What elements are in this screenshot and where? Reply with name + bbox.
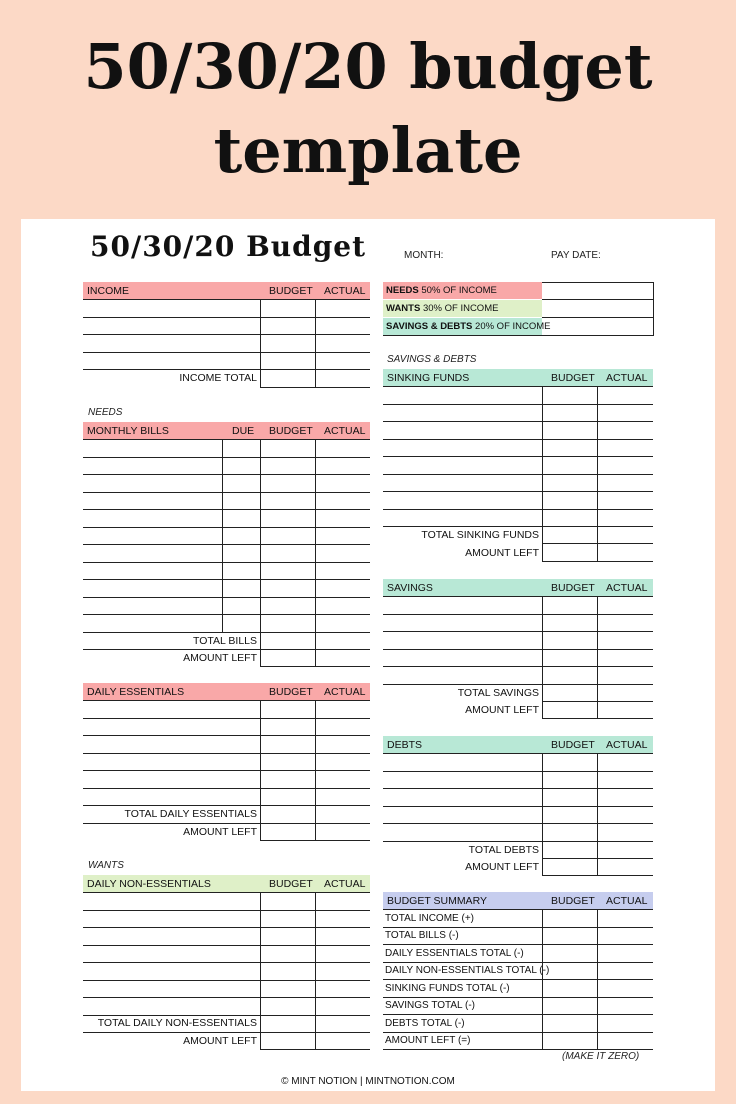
total-savings-label: TOTAL SAVINGS (457, 687, 539, 699)
sinking-funds-table (383, 369, 653, 562)
total-sinking-label: TOTAL SINKING FUNDS (421, 529, 539, 541)
total-bills-label: TOTAL BILLS (193, 635, 257, 647)
summary-row: TOTAL INCOME (+) (385, 913, 474, 924)
budget-summary-table (383, 892, 653, 1050)
allocation-needs-pct: 50% OF INCOME (421, 285, 497, 296)
debts-budget-header: BUDGET (551, 739, 595, 751)
summary-row: TOTAL BILLS (-) (385, 930, 459, 941)
essentials-actual-header: ACTUAL (324, 686, 366, 698)
sinking-actual-header: ACTUAL (606, 372, 648, 384)
needs-section-label: NEEDS (88, 407, 123, 418)
summary-row: DAILY ESSENTIALS TOTAL (-) (385, 948, 524, 959)
income-table (83, 282, 370, 388)
sinking-header: SINKING FUNDS (387, 372, 470, 384)
bills-header: MONTHLY BILLS (87, 425, 169, 437)
monthly-bills-table (83, 422, 370, 666)
savings-header: SAVINGS (387, 582, 433, 594)
summary-header: BUDGET SUMMARY (387, 895, 487, 907)
total-essentials-label: TOTAL DAILY ESSENTIALS (124, 808, 257, 820)
bills-actual-header: ACTUAL (324, 425, 366, 437)
month-label: MONTH: (404, 250, 444, 261)
essentials-budget-header: BUDGET (269, 686, 313, 698)
summary-row: SINKING FUNDS TOTAL (-) (385, 983, 510, 994)
allocation-savings-pct: 20% OF INCOME (475, 321, 551, 332)
summary-actual-header: ACTUAL (606, 895, 648, 907)
summary-row: DAILY NON-ESSENTIALS TOTAL (-) (385, 965, 550, 976)
daily-essentials-table (83, 683, 370, 841)
savings-amount-left-label: AMOUNT LEFT (465, 704, 539, 716)
bills-budget-header: BUDGET (269, 425, 313, 437)
non-essentials-amount-left-label: AMOUNT LEFT (183, 1035, 257, 1047)
allocation-savings-name: SAVINGS & DEBTS (386, 321, 473, 332)
total-debts-label: TOTAL DEBTS (468, 844, 539, 856)
hero-title-line2: template (213, 114, 523, 187)
debts-amount-left-label: AMOUNT LEFT (465, 861, 539, 873)
non-essentials-header: DAILY NON-ESSENTIALS (87, 878, 211, 890)
debts-table (383, 736, 653, 876)
savings-actual-header: ACTUAL (606, 582, 648, 594)
summary-row: AMOUNT LEFT (=) (385, 1035, 471, 1046)
sinking-budget-header: BUDGET (551, 372, 595, 384)
summary-row: DEBTS TOTAL (-) (385, 1018, 465, 1029)
savings-budget-header: BUDGET (551, 582, 595, 594)
pay-date-label: PAY DATE: (551, 250, 601, 261)
summary-row: SAVINGS TOTAL (-) (385, 1000, 476, 1011)
total-non-essentials-label: TOTAL DAILY NON-ESSENTIALS (97, 1017, 257, 1029)
allocation-wants-pct: 30% OF INCOME (422, 303, 499, 314)
income-actual-header: ACTUAL (324, 285, 366, 297)
savings-table (383, 579, 653, 719)
essentials-header: DAILY ESSENTIALS (87, 686, 185, 698)
allocation-box (383, 282, 653, 336)
summary-budget-header: BUDGET (551, 895, 595, 907)
income-total-label: INCOME TOTAL (179, 372, 257, 384)
sheet-footer: © MINT NOTION | MINTNOTION.COM (281, 1076, 455, 1087)
daily-non-essentials-table (83, 875, 370, 1050)
wants-section-label: WANTS (88, 860, 124, 871)
non-essentials-actual-header: ACTUAL (324, 878, 366, 890)
allocation-wants-name: WANTS (386, 303, 421, 314)
summary-note: (MAKE IT ZERO) (562, 1051, 640, 1062)
income-budget-header: BUDGET (269, 285, 313, 297)
bills-amount-left-label: AMOUNT LEFT (183, 652, 257, 664)
allocation-needs-name: NEEDS (386, 285, 419, 296)
savings-debts-section-label: SAVINGS & DEBTS (387, 354, 477, 365)
debts-header: DEBTS (387, 739, 423, 751)
income-header: INCOME (87, 285, 129, 297)
budget-sheet (21, 219, 715, 1091)
allocation-needs (383, 282, 542, 299)
allocation-wants (383, 300, 542, 317)
debts-actual-header: ACTUAL (606, 739, 648, 751)
hero-title-line1: 50/30/20 budget (83, 30, 653, 103)
allocation-savings (383, 318, 551, 335)
non-essentials-budget-header: BUDGET (269, 878, 313, 890)
sinking-amount-left-label: AMOUNT LEFT (465, 547, 539, 559)
essentials-amount-left-label: AMOUNT LEFT (183, 826, 257, 838)
bills-due-header: DUE (232, 425, 255, 437)
sheet-title: 50/30/20 Budget (90, 230, 367, 263)
